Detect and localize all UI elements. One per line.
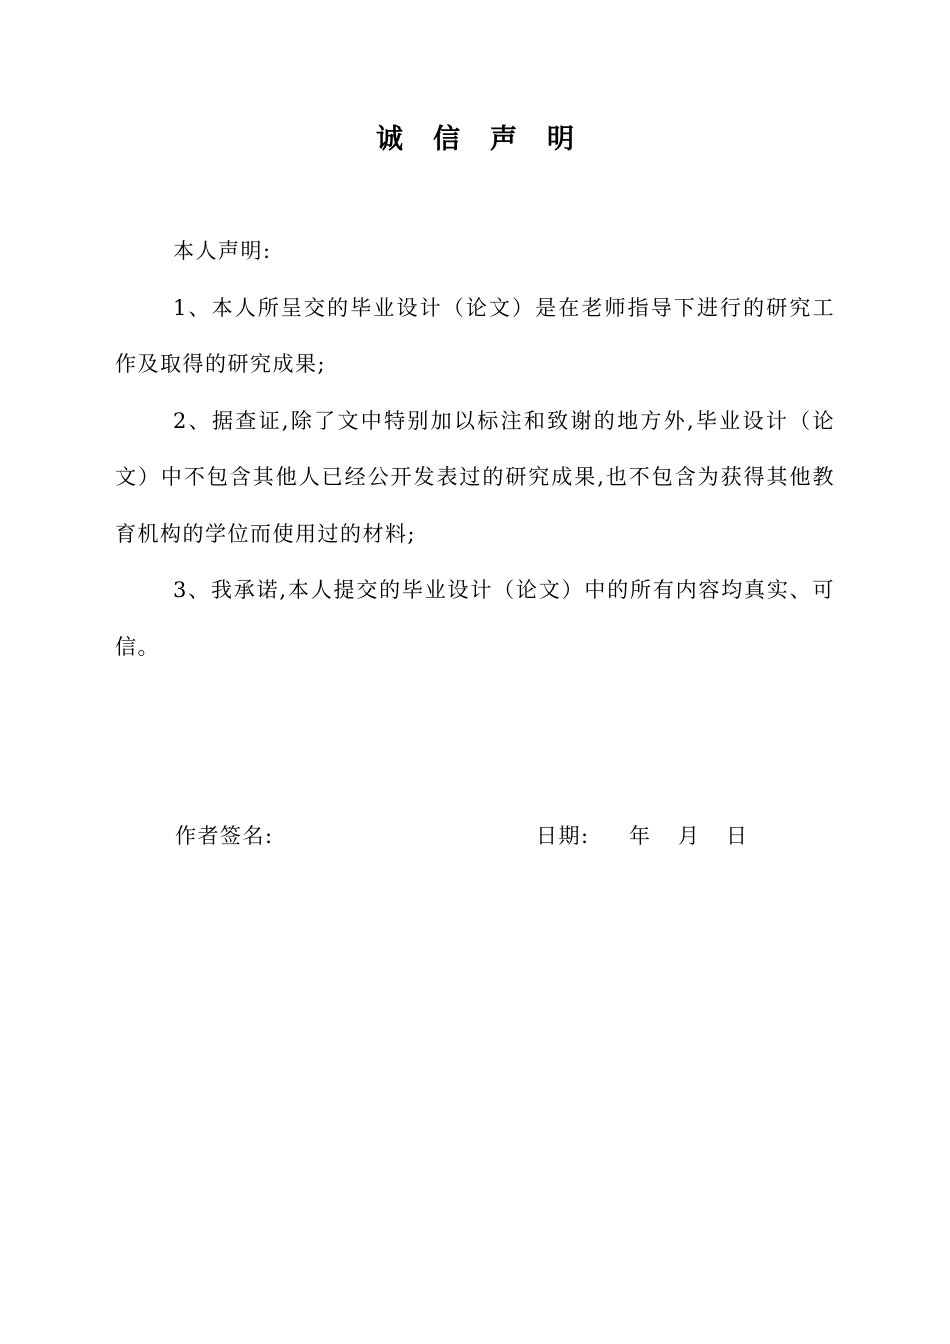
date-label: 日期: (536, 824, 590, 848)
declaration-body (115, 223, 835, 675)
day-label: 日 (726, 824, 749, 848)
author-signature-label: 作者签名: (175, 824, 274, 848)
signature-row (0, 818, 950, 854)
declaration-item-1: 1、本人所呈交的毕业设计（论文）是在老师指导下进行的研究工作及取得的研究成果; (115, 295, 835, 376)
declaration-item-3: 3、我承诺,本人提交的毕业设计（论文）中的所有内容均真实、可信。 (115, 578, 835, 659)
month-label: 月 (678, 824, 701, 848)
year-label: 年 (629, 824, 652, 848)
declaration-item-2: 2、据查证,除了文中特别加以标注和致谢的地方外,毕业设计（论文）中不包含其他人已经公开发表过的研究成果,也不包含为获得其他教育机构的学位而使用过的材料; (115, 408, 835, 546)
document-title: 诚信声明 (376, 124, 604, 155)
declaration-intro: 本人声明: (173, 239, 272, 263)
